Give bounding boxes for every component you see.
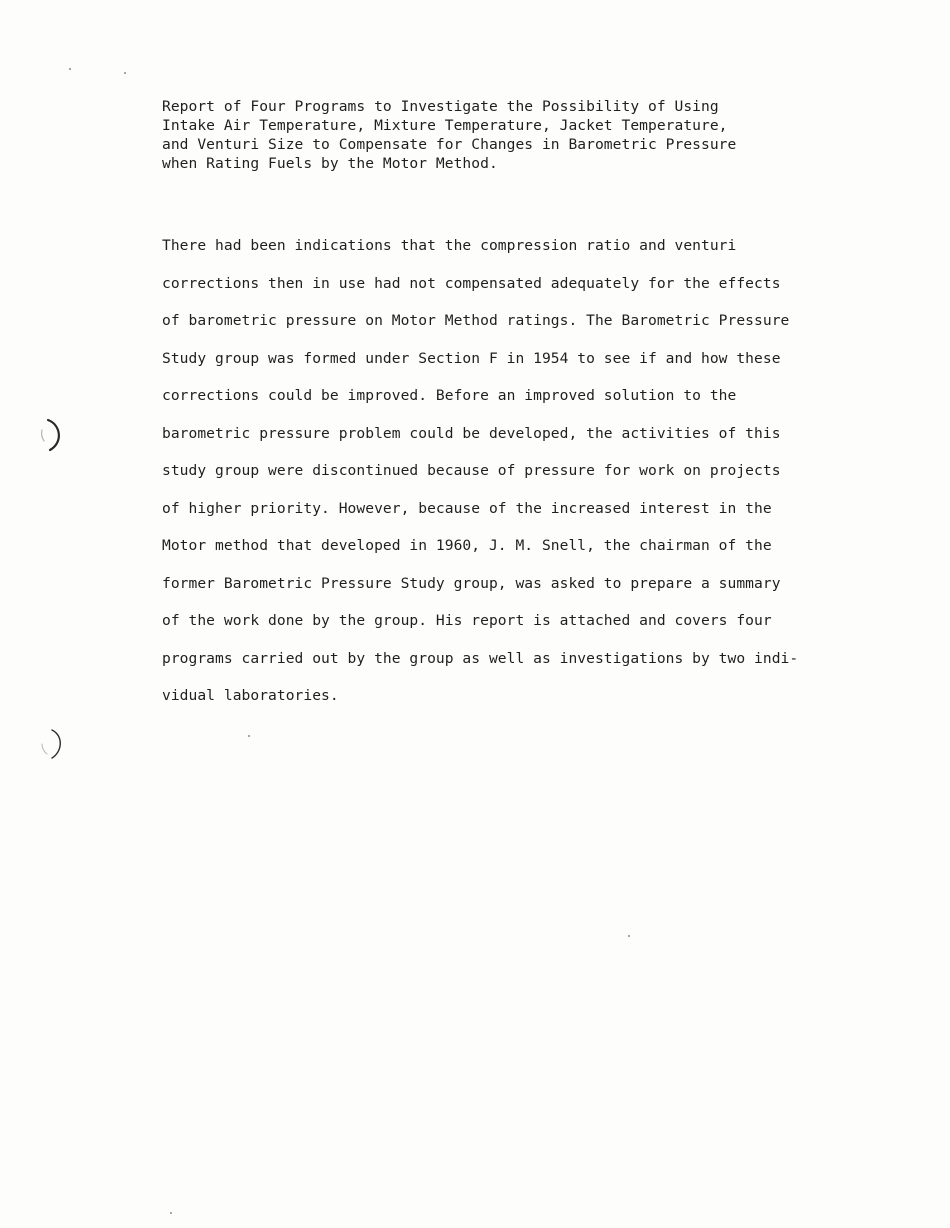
body-line: of the work done by the group. His report is attached and covers four	[162, 612, 772, 629]
body-line: corrections could be improved. Before an improved solution to the	[162, 387, 737, 404]
binder-hole-icon	[38, 414, 66, 454]
title-line: when Rating Fuels by the Motor Method.	[162, 155, 498, 172]
body-paragraph	[162, 227, 852, 715]
body-line: barometric pressure problem could be developed, the activities of this	[162, 424, 781, 442]
body-line: corrections then in use had not compensated adequately for the effects	[162, 274, 781, 292]
report-title	[162, 97, 802, 173]
body-line: vidual laboratories.	[162, 687, 339, 704]
body-line: There had been indications that the compression ratio and venturi	[162, 237, 737, 254]
speck-mark	[69, 68, 71, 70]
body-line: Motor method that developed in 1960, J. M. Snell, the chairman of the	[162, 537, 772, 554]
title-line: Report of Four Programs to Investigate the Possibility of Using	[162, 98, 719, 115]
speck-mark	[248, 735, 250, 737]
speck-mark	[124, 72, 126, 74]
body-line: of barometric pressure on Motor Method ratings. The Barometric Pressure	[162, 312, 790, 329]
title-line: and Venturi Size to Compensate for Changes in Barometric Pressure	[162, 136, 737, 153]
body-line: study group were discontinued because of pressure for work on projects	[162, 462, 781, 479]
body-line: Study group was formed under Section F in 1954 to see if and how these	[162, 349, 781, 367]
body-line: programs carried out by the group as well as investigations by two indi-	[162, 649, 799, 667]
title-line: Intake Air Temperature, Mixture Temperature, Jacket Temperature,	[162, 117, 728, 134]
binder-hole-icon	[38, 722, 66, 762]
body-line: former Barometric Pressure Study group, was asked to prepare a summary	[162, 574, 781, 592]
speck-mark	[628, 935, 630, 937]
speck-mark	[170, 1212, 172, 1214]
body-line: of higher priority. However, because of the increased interest in the	[162, 499, 772, 517]
